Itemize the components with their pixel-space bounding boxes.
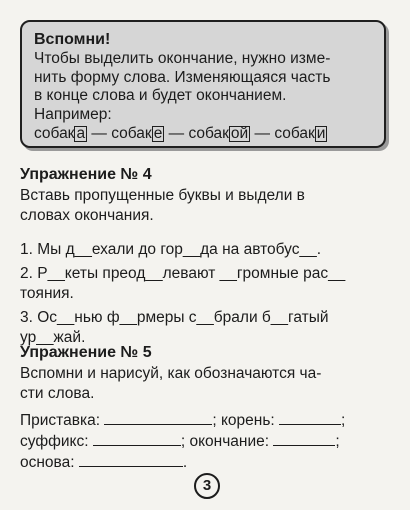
task-line: 3. Ос__нью ф__рмеры с__брали б__гатый	[20, 309, 329, 326]
exercise-4-body	[20, 186, 380, 352]
ending-answer-line[interactable]	[273, 431, 335, 446]
dash: —	[164, 125, 189, 142]
task-2	[20, 264, 380, 304]
example-stem: собак	[111, 125, 152, 142]
example-ending: а	[76, 125, 86, 142]
example-ending: ой	[230, 125, 249, 142]
suffix-label: суффикс:	[20, 433, 89, 450]
remember-line: в конце слова и будет окончанием.	[34, 87, 287, 104]
root-label: корень:	[220, 412, 275, 429]
exercise-4-instruction: Вставь пропущенные буквы и выдели в	[20, 187, 305, 204]
task-line: тояния.	[20, 285, 74, 302]
prefix-label: Приставка:	[20, 412, 100, 429]
remember-box	[20, 20, 386, 148]
task-3	[20, 308, 380, 348]
dash: —	[250, 125, 275, 142]
example-label: Например:	[34, 105, 112, 123]
fields-row-3: основа: .	[20, 454, 188, 471]
fields-row-2: суффикс: ; окончание: ;	[20, 433, 340, 450]
exercise-5-instruction: Вспомни и нарисуй, как обозначаются ча-	[20, 365, 322, 382]
example-ending: и	[316, 125, 326, 142]
example-stem: собак	[34, 125, 75, 142]
example-forms	[34, 124, 372, 144]
exercise-5-body	[20, 364, 380, 473]
exercise-4-title: Упражнение № 4	[20, 166, 152, 183]
task-line: 1. Мы д__ехали до гор__да на автобус__.	[20, 241, 322, 258]
base-label: основа:	[20, 454, 75, 471]
fields-row-1: Приставка: ; корень: ;	[20, 412, 346, 429]
ending-label: окончание:	[189, 433, 270, 450]
base-answer-line[interactable]	[79, 452, 183, 467]
example-ending: е	[153, 125, 163, 142]
example-stem: собак	[188, 125, 229, 142]
task-line: 2. Р__кеты преод__левают __громные рас__	[20, 265, 346, 282]
prefix-answer-line[interactable]	[104, 410, 212, 425]
remember-title: Вспомни!	[34, 31, 111, 48]
task-1	[20, 240, 380, 260]
root-answer-line[interactable]	[279, 410, 341, 425]
exercise-5-title: Упражнение № 5	[20, 344, 152, 361]
dash: —	[87, 125, 112, 142]
remember-line: Чтобы выделить окончание, нужно изме-	[34, 50, 331, 67]
remember-line: нить форму слова. Изменяющаяся часть	[34, 68, 331, 86]
page-number: 3	[194, 473, 220, 499]
exercise-5-instruction: сти слова.	[20, 385, 95, 402]
exercise-4-instruction: словах окончания.	[20, 207, 154, 224]
example-stem: собак	[274, 125, 315, 142]
task-line: ур__жай.	[20, 329, 86, 346]
suffix-answer-line[interactable]	[93, 431, 181, 446]
